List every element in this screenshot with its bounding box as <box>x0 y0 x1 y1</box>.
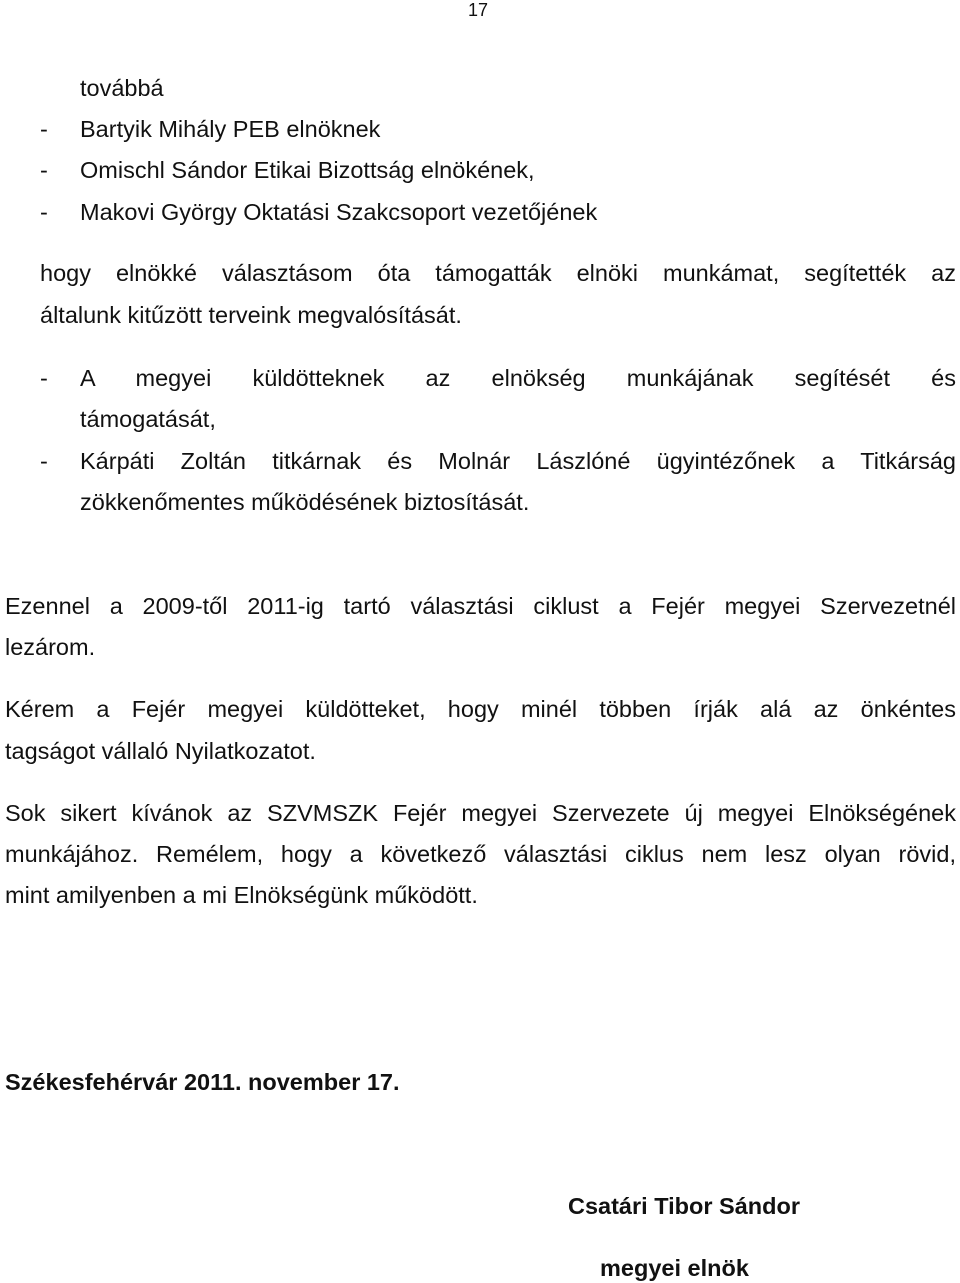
close-paragraph-line: lezárom. <box>5 634 96 660</box>
list-dash: - <box>40 199 48 225</box>
support-paragraph-line: általunk kitűzött terveink megvalósítását. <box>40 302 462 328</box>
page-number: 17 <box>468 0 489 20</box>
list-dash: - <box>40 365 48 391</box>
thanks-item: Omischl Sándor Etikai Bizottság elnökének, <box>80 157 535 183</box>
thanks-item-line: A megyei küldötteknek az elnökség munkájának segítését és <box>80 365 956 391</box>
date-place: Székesfehérvár 2011. november 17. <box>5 1069 400 1095</box>
thanks-item-line: támogatását, <box>80 406 216 432</box>
wishes-paragraph-line: Sok sikert kívánok az SZVMSZK Fejér megyei Szervezete új megyei Elnökségének <box>5 800 956 826</box>
list-dash: - <box>40 448 48 474</box>
support-paragraph-line: hogy elnökké választásom óta támogatták elnöki munkámat, segítették az <box>40 260 956 286</box>
thanks-item-line: Kárpáti Zoltán titkárnak és Molnár Lászlóné ügyintézőnek a Titkárság <box>80 448 956 474</box>
list-dash: - <box>40 157 48 183</box>
thanks-item: Bartyik Mihály PEB elnöknek <box>80 116 381 142</box>
intro-word: továbbá <box>80 75 164 101</box>
list-dash: - <box>40 116 48 142</box>
thanks-item: Makovi György Oktatási Szakcsoport vezetőjének <box>80 199 598 225</box>
wishes-paragraph-line: munkájához. Remélem, hogy a következő választási ciklus nem lesz olyan rövid, <box>5 841 956 867</box>
wishes-paragraph-line: mint amilyenben a mi Elnökségünk működött. <box>5 882 478 908</box>
signature-title: megyei elnök <box>600 1255 749 1281</box>
request-paragraph-line: tagságot vállaló Nyilatkozatot. <box>5 738 316 764</box>
thanks-item-line: zökkenőmentes működésének biztosítását. <box>80 489 530 515</box>
request-paragraph-line: Kérem a Fejér megyei küldötteket, hogy minél többen írják alá az önkéntes <box>5 696 956 722</box>
close-paragraph-line: Ezennel a 2009-től 2011-ig tartó választási ciklust a Fejér megyei Szervezetnél <box>5 593 956 619</box>
signature-name: Csatári Tibor Sándor <box>568 1193 801 1219</box>
